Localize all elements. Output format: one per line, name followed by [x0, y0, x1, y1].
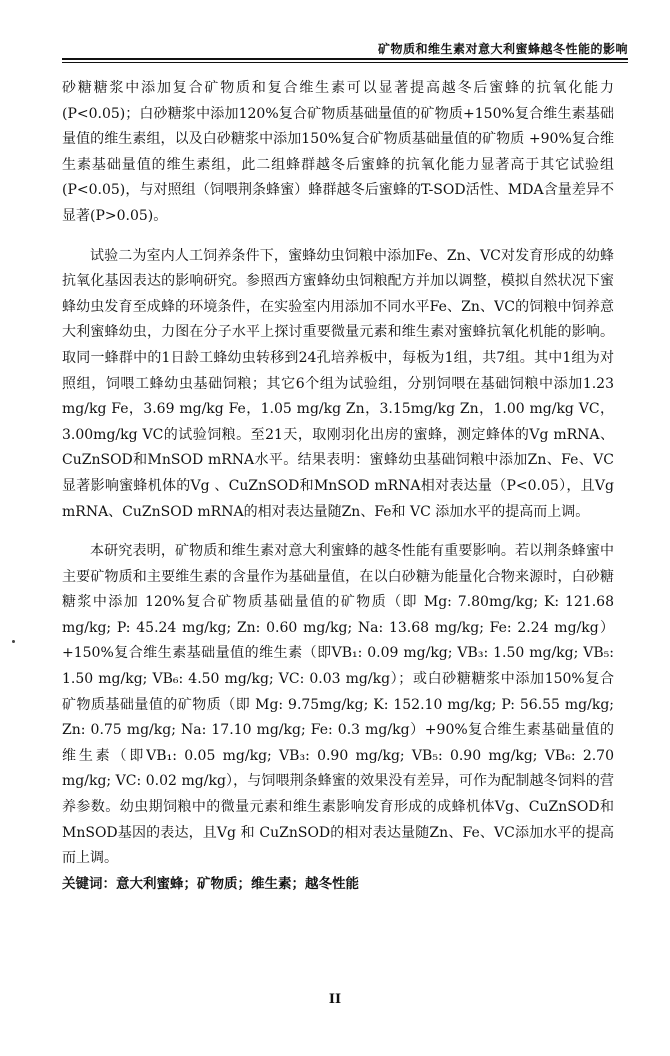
keywords-line: 关键词：意大利蜜蜂；矿物质；维生素；越冬性能 [62, 875, 359, 892]
paragraph-experiment-two: 试验二为室内人工饲养条件下，蜜蜂幼虫饲粮中添加Fe、Zn、VC对发育形成的幼蜂抗氧化基因表达的影响研究。参照西方蜜蜂幼虫饲粮配方并加以调整，模拟自然状况下蜜蜂幼虫发育至成蜂的环境条件，在实验室内用添加不同水平Fe、Zn、VC的饲粮中饲养意大利蜜蜂幼虫，力图在分子水平上探讨重要微量元素和维生素对蜜蜂抗氧化机能的影响。取同一蜂群中的1日龄工蜂幼虫转移到24孔培养板中，每板为1组，共7组。其中1组为对照组，饲喂工蜂幼虫基础饲粮；其它6个组为试验组，分别饲喂在基础饲粮中添加1.23 mg/kg Fe，3.69 mg/kg Fe，1.05 mg/kg Zn，3.15mg/kg Zn，1.00 mg/kg VC，3.00mg/kg VC的试验饲粮。至21天，取刚羽化出房的蜜蜂，测定蜂体的Vg mRNA、CuZnSOD和MnSOD mRNA水平。结果表明：蜜蜂幼虫基础饲粮中添加Zn、Fe、VC显著影响蜜蜂机体的Vg 、CuZnSOD和MnSOD mRNA相对表达量（P<0.05），且Vg mRNA、CuZnSOD mRNA的相对表达量随Zn、Fe和 VC 添加水平的提高而上调。 [62, 247, 614, 520]
header-rule-thin [62, 62, 628, 63]
paragraph-conclusion: 本研究表明，矿物质和维生素对意大利蜜蜂的越冬性能有重要影响。若以荆条蜂蜜中主要矿物质和主要维生素的含量作为基础量值，在以白砂糖为能量化合物来源时，白砂糖糖浆中添加 120%复合矿物质基础量值的矿物质（即 Mg: 7.80mg/kg; K: 121.68 mg/kg; P: 45.24 mg/kg; Zn: 0.60 mg/kg; Na: 13.68 mg/kg; Fe: 2.24 mg/kg） +150%复合维生素基础量值的维生素（即VB₁: 0.09 mg/kg; VB₃: 1.50 mg/kg; VB₅: 1.50 mg/kg; VB₆: 4.50 mg/kg; VC: 0.03 mg/kg）；或白砂糖糖浆中添加150%复合矿物质基础量值的矿物质（即 Mg: 9.75mg/kg; K: 152.10 mg/kg; P: 56.55 mg/kg; Zn: 0.75 mg/kg; Na: 17.10 mg/kg; Fe: 0.3 mg/kg）+90%复合维生素基础量值的维生素（即VB₁: 0.05 mg/kg; VB₃: 0.90 mg/kg; VB₅: 0.90 mg/kg; VB₆: 2.70 mg/kg; VC: 0.02 mg/kg），与饲喂荆条蜂蜜的效果没有差异，可作为配制越冬饲料的营养参数。幼虫期饲粮中的微量元素和维生素影响发育形成的成蜂机体Vg、CuZnSOD和MnSOD基因的表达，且Vg 和 CuZnSOD的相对表达量随Zn、Fe、VC添加水平的提高而上调。 [62, 543, 614, 867]
paragraph-continued: 砂糖糖浆中添加复合矿物质和复合维生素可以显著提高越冬后蜜蜂的抗氧化能力(P<0.05)；白砂糖浆中添加120%复合矿物质基础量值的矿物质+150%复合维生素基础量值的维生素组，以及白砂糖浆中添加150%复合矿物质基础量值的矿物质 +90%复合维生素基础量值的维生素组，此二组蜂群越冬后蜜蜂的抗氧化能力显著高于其它试验组(P<0.05)，与对照组（饲喂荆条蜂蜜）蜂群越冬后蜜蜂的T-SOD活性、MDA含量差异不显著(P>0.05)。 [62, 80, 614, 224]
running-header: 矿物质和维生素对意大利蜜蜂越冬性能的影响 [377, 42, 628, 56]
margin-mark [12, 640, 15, 643]
paragraph-gap [62, 525, 614, 539]
body-text [62, 76, 614, 897]
paragraph-gap [62, 230, 614, 244]
header-rule-thick [62, 58, 628, 60]
page-number: II [328, 992, 342, 1007]
